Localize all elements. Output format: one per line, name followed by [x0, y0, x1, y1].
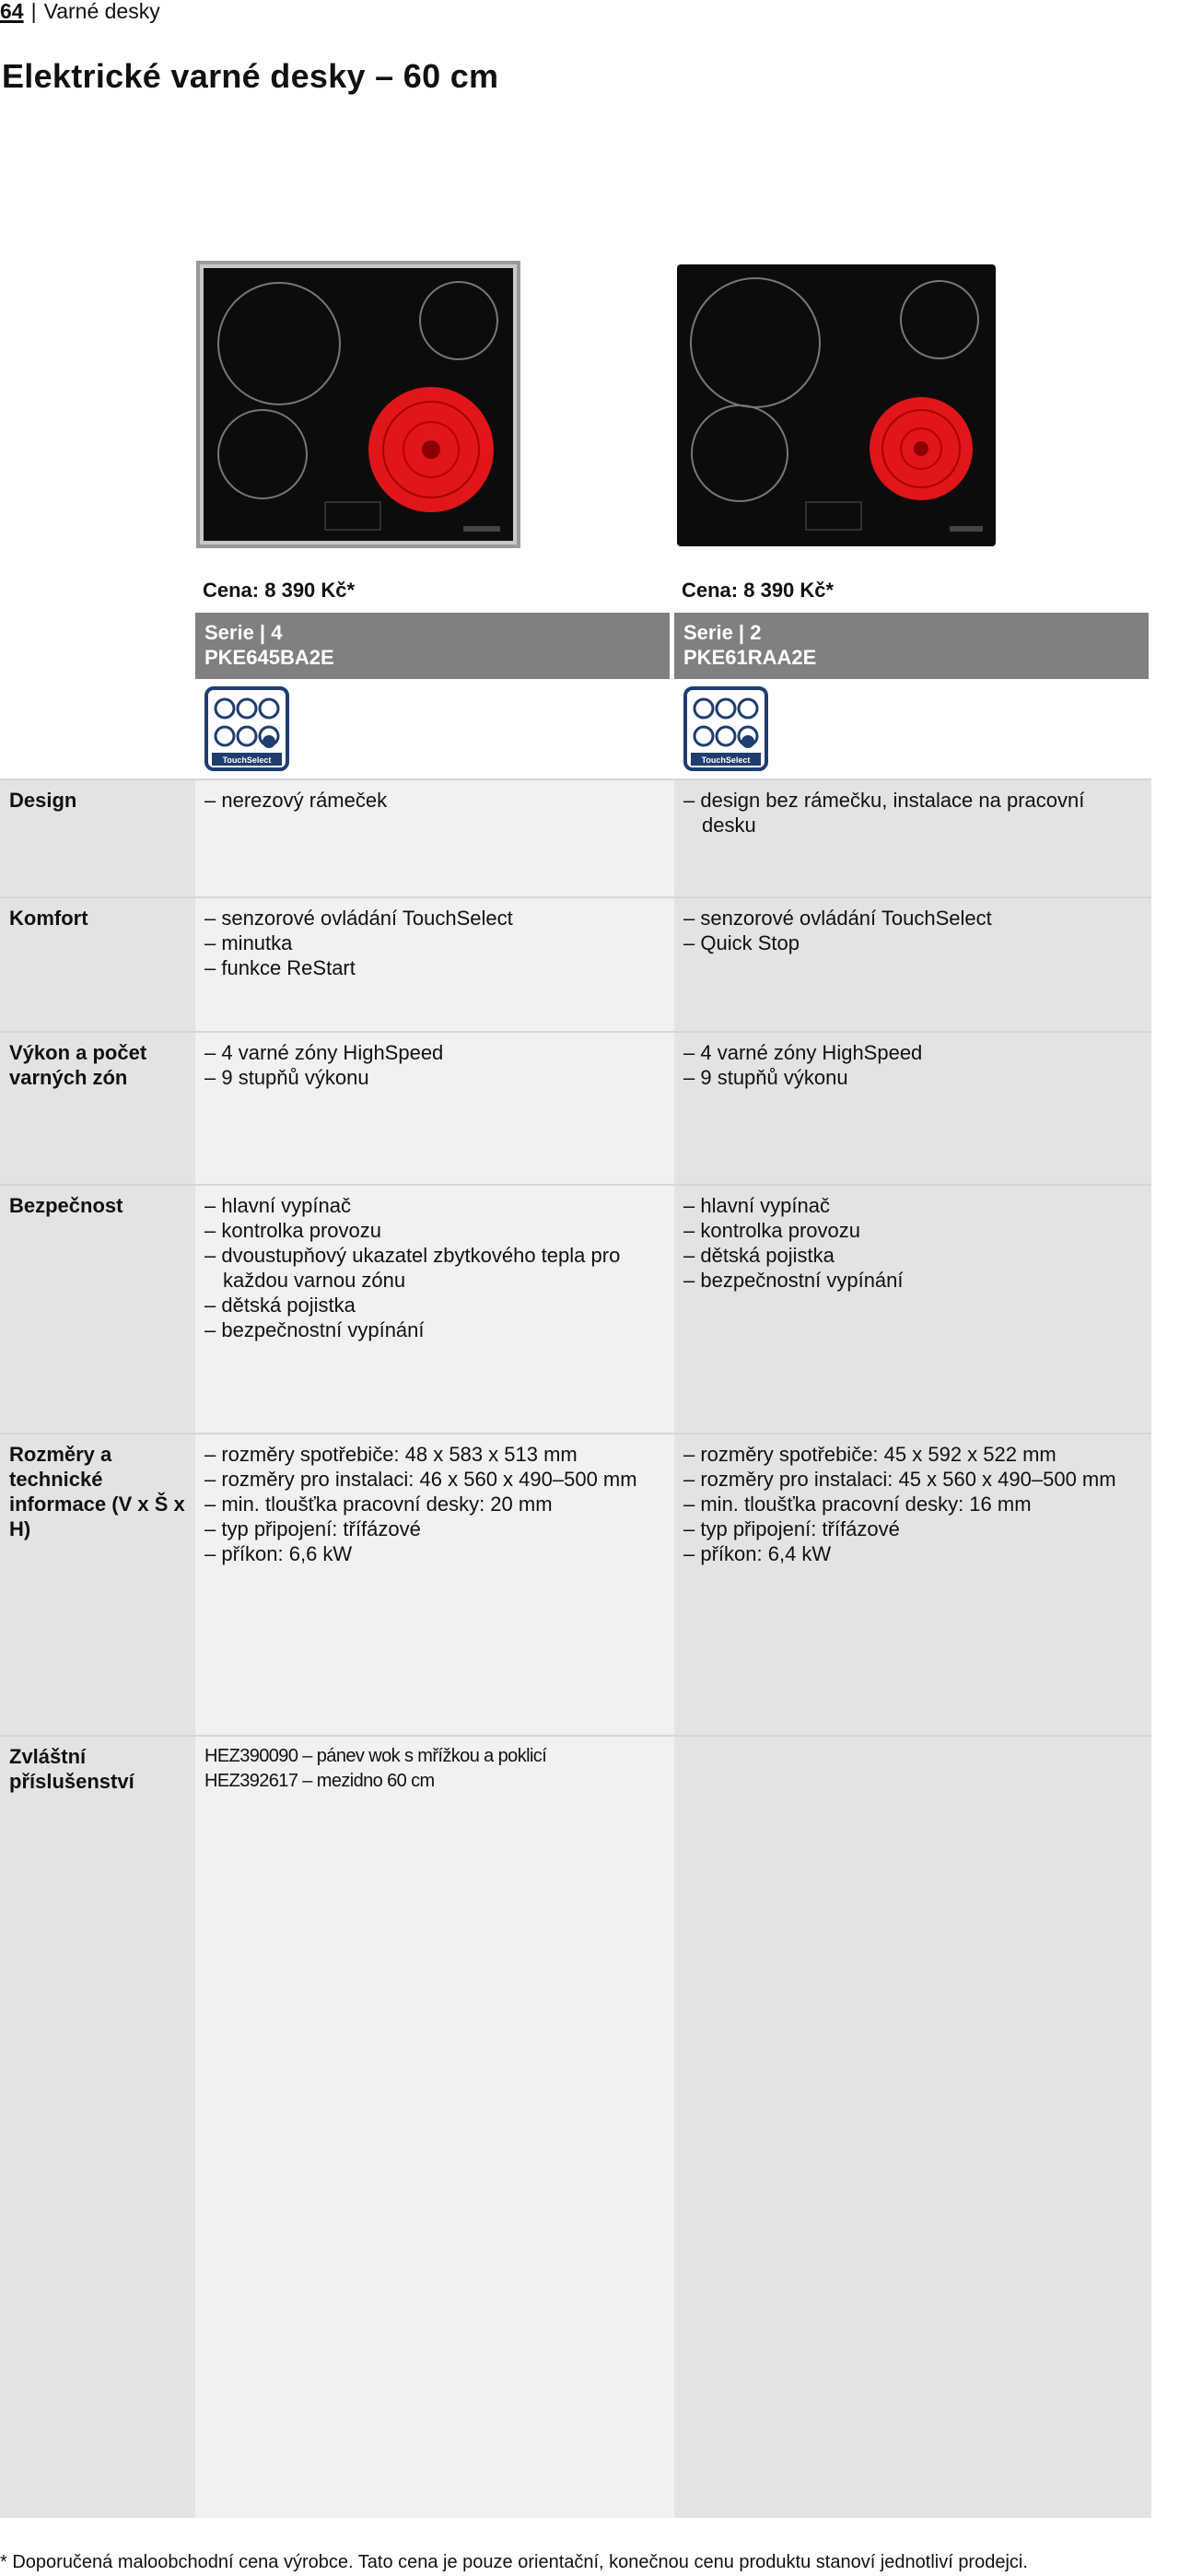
list-item: – příkon: 6,4 kW	[683, 1541, 1142, 1566]
list-item: – typ připojení: třífázové	[204, 1516, 665, 1541]
list-item: – typ připojení: třífázové	[683, 1516, 1142, 1541]
list-item: – rozměry pro instalaci: 45 x 560 x 490–500 mm	[683, 1467, 1142, 1492]
list-item: – 9 stupňů výkonu	[204, 1065, 665, 1090]
page-header: 64 | Varné desky	[0, 0, 160, 23]
list-item: – hlavní vypínač	[683, 1193, 1142, 1218]
product-2-serie: Serie | 2	[683, 621, 762, 644]
list-item: – Quick Stop	[683, 931, 1142, 955]
product-image-hob-1	[196, 261, 520, 548]
row-label: Bezpečnost	[0, 1186, 195, 1433]
touchselect-icon	[683, 686, 768, 771]
list-item: – 9 stupňů výkonu	[683, 1065, 1142, 1090]
row-label: Design	[0, 780, 195, 896]
list-item: – rozměry spotřebiče: 45 x 592 x 522 mm	[683, 1442, 1142, 1467]
section-title: Varné desky	[43, 0, 160, 23]
product-image-hob-2	[677, 264, 996, 546]
footnote: * Doporučená maloobchodní cena výrobce. Tato cena je pouze orientační, konečnou cenu produktu stanoví jednotliví prodejci.	[0, 2552, 1028, 2572]
list-item: – 4 varné zóny HighSpeed	[683, 1040, 1142, 1065]
table-row-vykon	[0, 1031, 1151, 1184]
list-item: – hlavní vypínač	[204, 1193, 665, 1218]
list-item: – min. tloušťka pracovní desky: 20 mm	[204, 1492, 665, 1516]
list-item: – bezpečnostní vypínání	[683, 1268, 1142, 1293]
list-item: – kontrolka provozu	[204, 1218, 665, 1243]
list-item: – senzorové ovládání TouchSelect	[204, 906, 665, 931]
row-label: Výkon a počet varných zón	[0, 1033, 195, 1184]
product-1-serie: Serie | 4	[204, 621, 283, 644]
list-item: – dětská pojistka	[204, 1293, 665, 1317]
table-row-bezpecnost	[0, 1184, 1151, 1433]
list-item: – rozměry spotřebiče: 48 x 583 x 513 mm	[204, 1442, 665, 1467]
list-item: – senzorové ovládání TouchSelect	[683, 906, 1142, 931]
list-item: – minutka	[204, 931, 665, 955]
product-1-price: Cena: 8 390 Kč*	[203, 579, 356, 602]
product-2-model: PKE61RAA2E	[683, 646, 817, 669]
table-row-rozmery	[0, 1433, 1151, 1735]
page-title: Elektrické varné desky – 60 cm	[2, 57, 499, 95]
list-item: HEZ392617 – mezidno 60 cm	[204, 1771, 435, 1791]
list-item: – příkon: 6,6 kW	[204, 1541, 665, 1566]
row-label: Rozměry a technické informace (V x Š x H)	[0, 1434, 195, 1735]
touchselect-badge-label: TouchSelect	[222, 755, 272, 765]
product-2-serie-bar	[674, 613, 1149, 679]
product-1-serie-bar	[195, 613, 670, 679]
product-1-model: PKE645BA2E	[204, 646, 334, 669]
list-item: – funkce ReStart	[204, 955, 665, 980]
list-item: – bezpečnostní vypínání	[204, 1317, 665, 1342]
list-item: – dětská pojistka	[683, 1243, 1142, 1268]
touchselect-icon	[204, 686, 289, 771]
touchselect-badge-label: TouchSelect	[701, 755, 751, 765]
list-item: – dvoustupňový ukazatel zbytkového tepla pro každou varnou zónu	[204, 1243, 665, 1293]
list-item: HEZ390090 – pánev wok s mřížkou a poklicí	[204, 1746, 547, 1766]
list-item: – kontrolka provozu	[683, 1218, 1142, 1243]
table-row-prislusenstvi	[0, 1735, 1151, 2518]
row-label: Zvláštní příslušenství	[0, 1737, 195, 2518]
page-number: 64	[0, 0, 24, 23]
list-item: – rozměry pro instalaci: 46 x 560 x 490–500 mm	[204, 1467, 665, 1492]
list-item: – design bez rámečku, instalace na pracovní desku	[683, 788, 1142, 837]
list-item: – min. tloušťka pracovní desky: 16 mm	[683, 1492, 1142, 1516]
spec-table	[0, 779, 1151, 2518]
list-item: – 4 varné zóny HighSpeed	[204, 1040, 665, 1065]
product-2-price: Cena: 8 390 Kč*	[682, 579, 835, 602]
table-row-design	[0, 779, 1151, 896]
row-label: Komfort	[0, 898, 195, 1031]
list-item: – nerezový rámeček	[204, 788, 665, 813]
table-row-komfort	[0, 896, 1151, 1031]
